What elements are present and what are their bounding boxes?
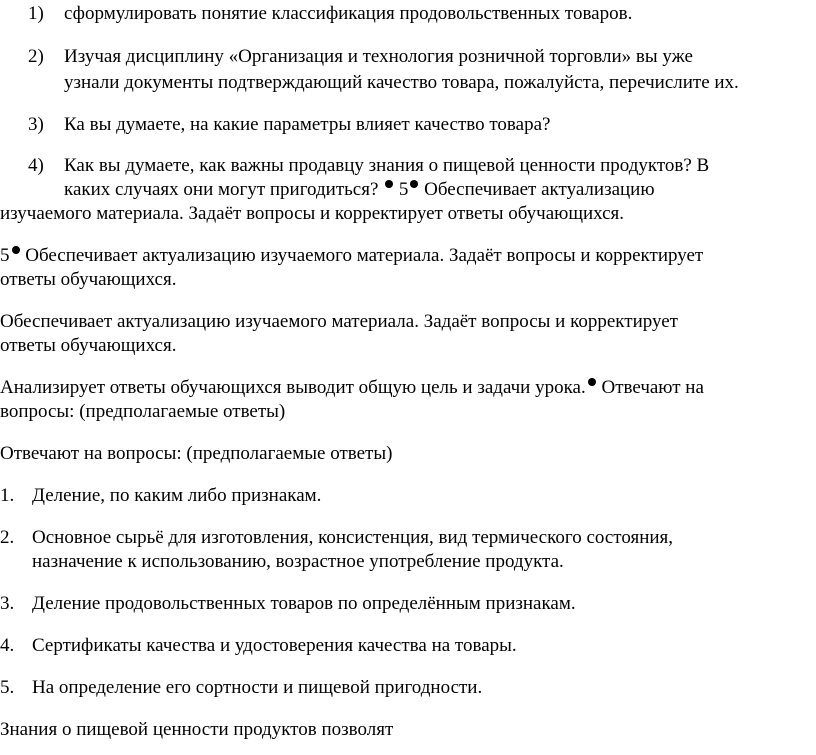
bullet-icon (410, 180, 418, 188)
para4: Отвечают на вопросы: (предполагаемые ответы) (0, 443, 393, 464)
list1-item2-number: 2) (28, 46, 44, 67)
list2-item5-number: 5. (0, 677, 15, 698)
para2-line2: ответы обучающихся. (0, 335, 177, 356)
list2-item4-number: 4. (0, 635, 15, 656)
list2-item5-text: На определение его сортности и пищевой пригодности. (32, 677, 483, 698)
bullet-icon (385, 180, 393, 188)
list2-item3-text: Деление продовольственных товаров по определённым признакам. (32, 593, 576, 614)
bullet-icon (588, 378, 596, 386)
item4-question-text: каких случаях они могут пригодиться? (64, 179, 379, 200)
item4-step-text: Обеспечивает актуализацию (424, 179, 655, 200)
para1-step-number: 5 (0, 245, 10, 266)
list2-item2-text-line2: назначение к использованию, возрастное употребление продукта. (32, 551, 564, 572)
list1-item4-text-line2 (64, 178, 655, 202)
list1-item3-number: 3) (28, 114, 44, 135)
para3-text-b: Отвечают на (601, 377, 704, 398)
para1-line1 (0, 244, 703, 268)
list1-item3-text: Ка вы думаете, на какие параметры влияет качество товара? (64, 114, 551, 135)
item4-step-number: 5 (398, 179, 409, 200)
list2-item2-text-line1: Основное сырьё для изготовления, консистенция, вид термического состояния, (32, 527, 674, 548)
para2-line1: Обеспечивает актуализацию изучаемого материала. Задаёт вопросы и корректирует (0, 311, 678, 332)
list2-item1-number: 1. (0, 485, 15, 506)
list1-item2-text-line1: Изучая дисциплину «Организация и технология розничной торговли» вы уже (64, 46, 693, 67)
list1-item4-text-line1: Как вы думаете, как важны продавцу знания о пищевой ценности продуктов? В (64, 155, 710, 176)
para1-line2: ответы обучающихся. (0, 269, 177, 290)
list2-item1-text: Деление, по каким либо признакам. (32, 485, 322, 506)
list2-item4-text: Сертификаты качества и удостоверения качества на товары. (32, 635, 517, 656)
para3-line1 (0, 376, 704, 400)
para1-text: Обеспечивает актуализацию изучаемого материала. Задаёт вопросы и корректирует (25, 245, 704, 266)
list2-item2-number: 2. (0, 527, 15, 548)
list1-item2-text-line2: узнали документы подтверждающий качество товара, пожалуйста, перечислите их. (64, 72, 739, 93)
list2-item3-number: 3. (0, 593, 15, 614)
list1-item1-number: 1) (28, 3, 44, 24)
para3-text: Анализирует ответы обучающихся выводит общую цель и задачи урока. (0, 377, 586, 398)
list1-item4-number: 4) (28, 155, 44, 176)
list1-item1-text: сформулировать понятие классификация продовольственных товаров. (64, 3, 633, 24)
para3-line2: вопросы: (предполагаемые ответы) (0, 401, 286, 422)
bullet-icon (12, 246, 20, 254)
para5: Знания о пищевой ценности продуктов позволят (0, 719, 394, 740)
list1-item4-text-line3: изучаемого материала. Задаёт вопросы и корректирует ответы обучающихся. (0, 203, 625, 224)
